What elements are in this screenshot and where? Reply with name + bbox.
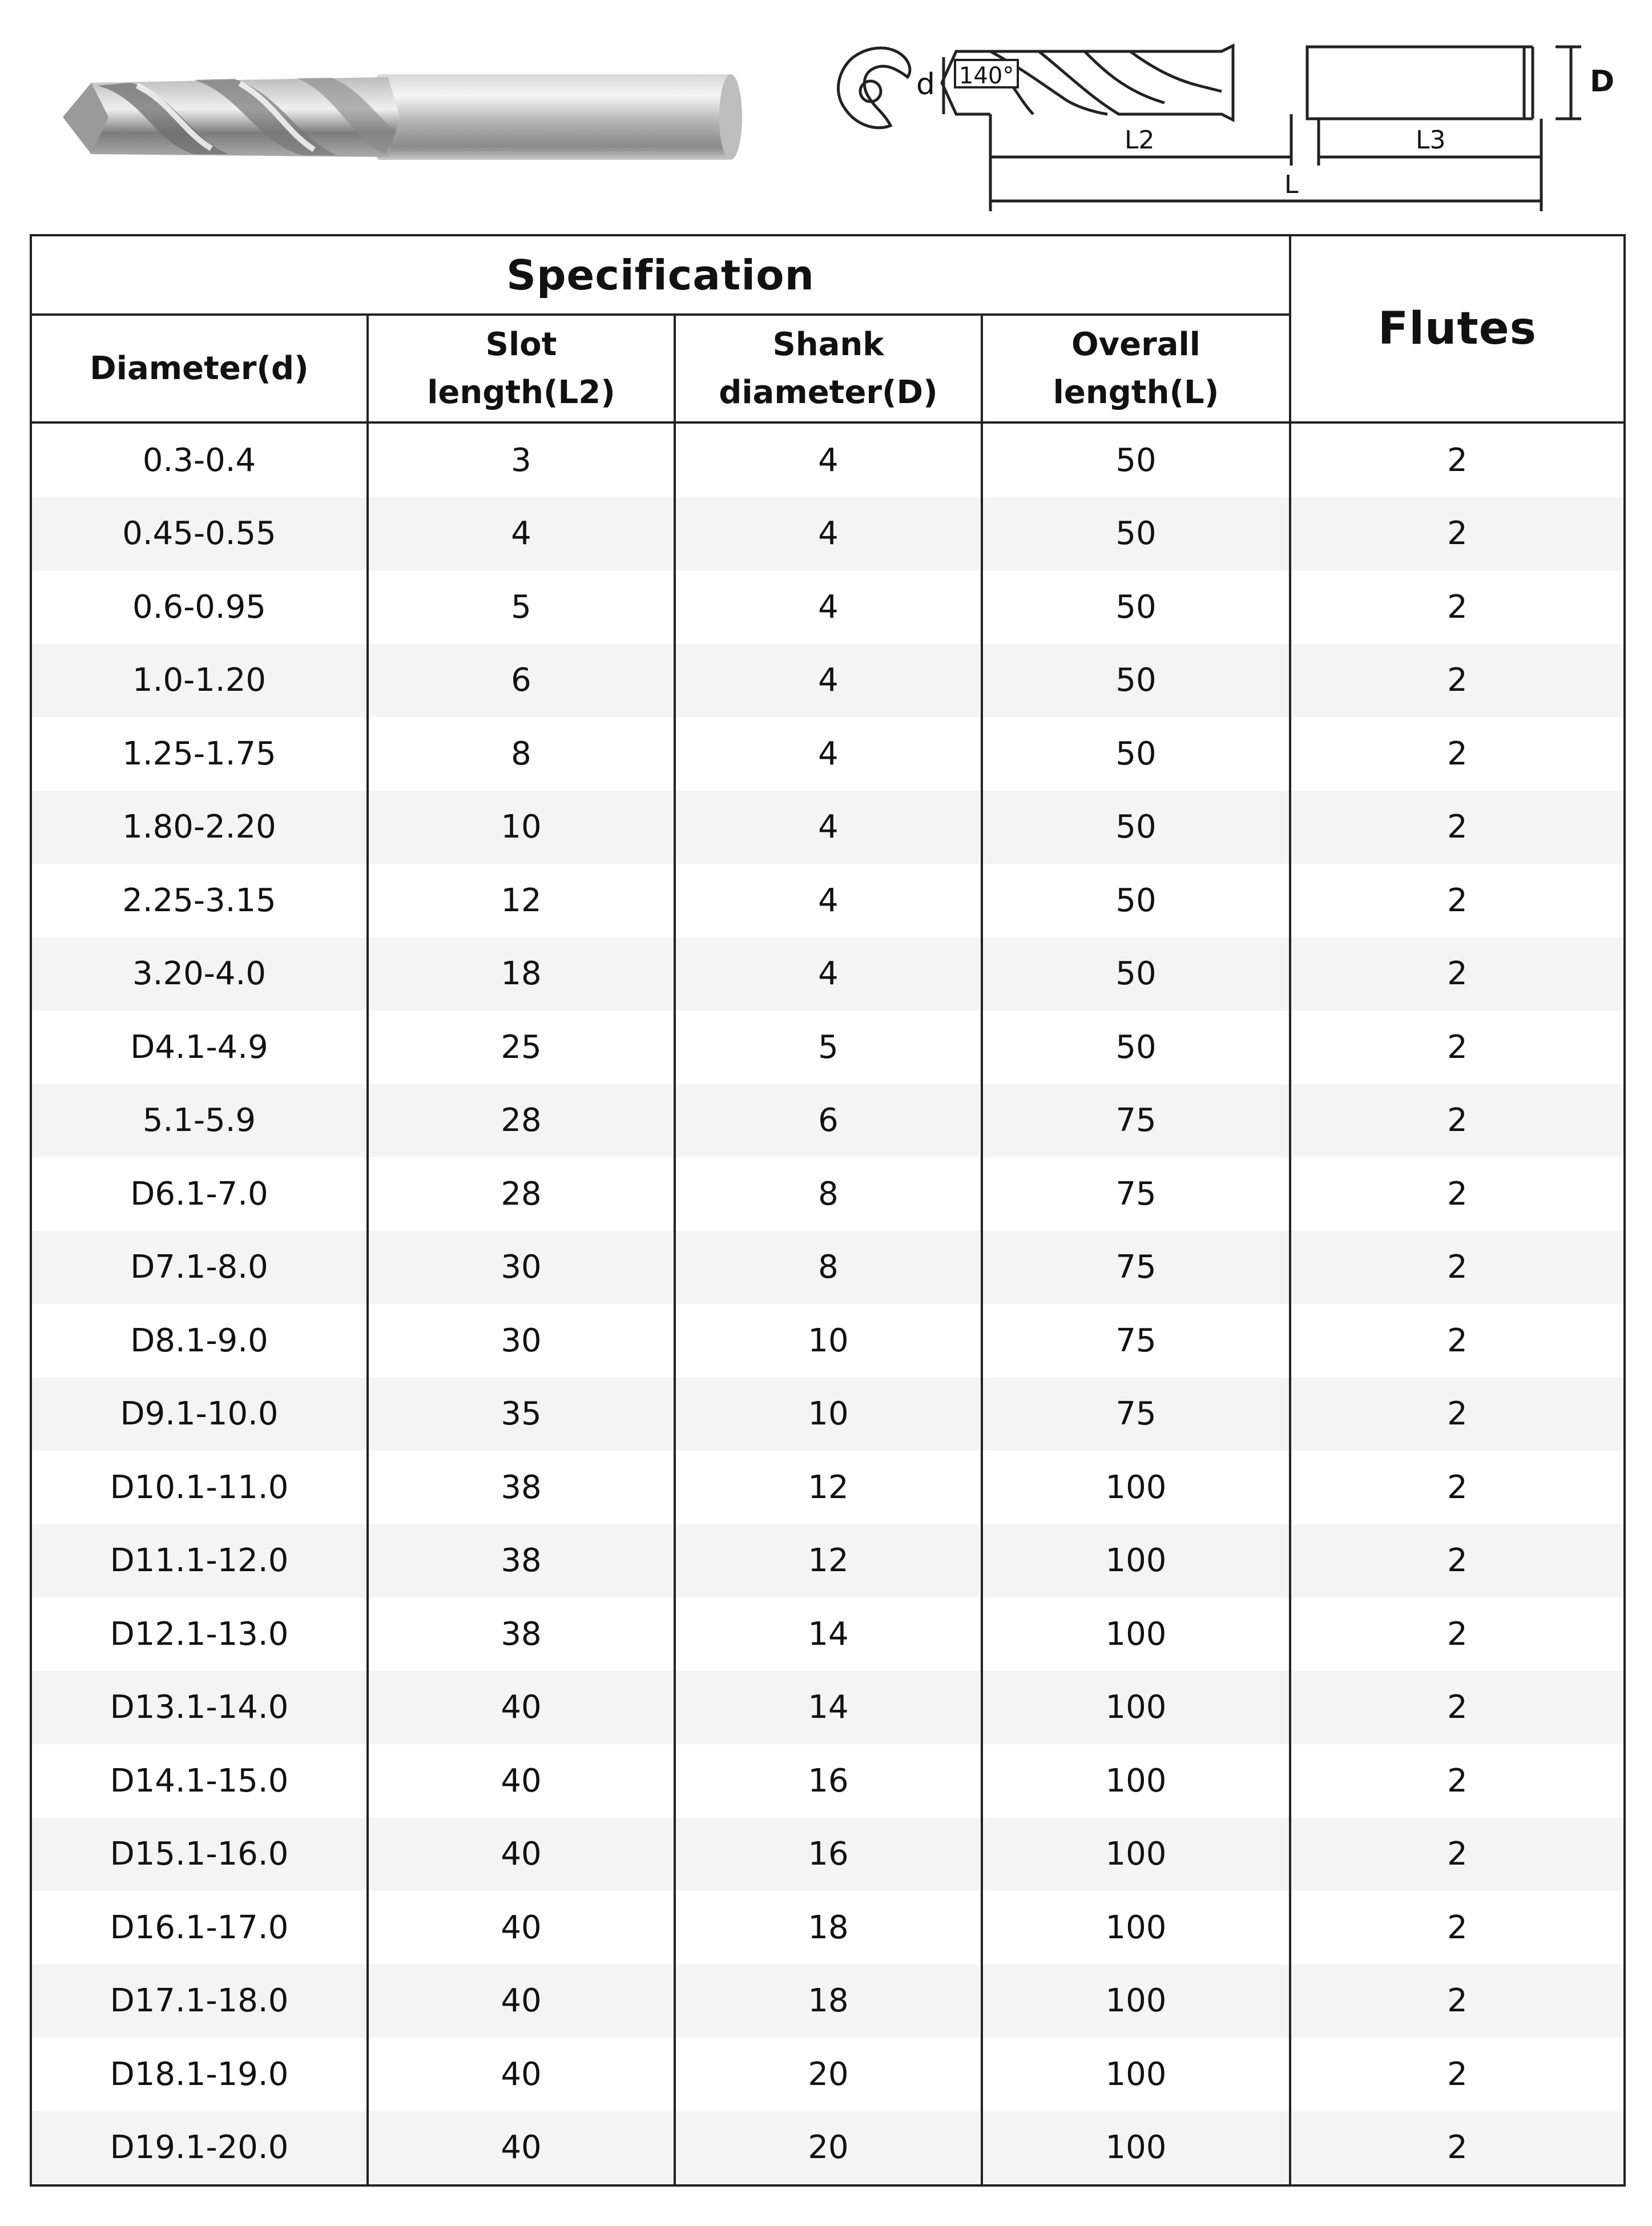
cell-shank-diameter: 4 — [675, 717, 982, 791]
cell-slot-length: 38 — [368, 1524, 675, 1598]
cell-slot-length: 38 — [368, 1451, 675, 1524]
cell-diameter: 1.25-1.75 — [31, 717, 368, 791]
cell-slot-length: 6 — [368, 644, 675, 718]
cell-flutes: 2 — [1290, 1011, 1625, 1084]
cell-slot-length: 30 — [368, 1304, 675, 1378]
cell-overall-length: 50 — [982, 644, 1290, 718]
cell-diameter: 0.45-0.55 — [31, 497, 368, 571]
cell-flutes: 2 — [1290, 644, 1625, 718]
cell-overall-length: 100 — [982, 1524, 1290, 1598]
cell-diameter: D11.1-12.0 — [31, 1524, 368, 1598]
table-row — [31, 1891, 1625, 1965]
cell-flutes: 2 — [1290, 937, 1625, 1011]
table-row — [31, 1084, 1625, 1158]
cell-diameter: 2.25-3.15 — [31, 864, 368, 937]
cell-flutes: 2 — [1290, 864, 1625, 937]
cell-diameter: D4.1-4.9 — [31, 1011, 368, 1084]
cell-shank-diameter: 4 — [675, 497, 982, 571]
cell-diameter: D10.1-11.0 — [31, 1451, 368, 1524]
cell-flutes: 2 — [1290, 1084, 1625, 1158]
cell-shank-diameter: 4 — [675, 791, 982, 864]
cell-shank-diameter: 16 — [675, 1744, 982, 1818]
cell-slot-length: 40 — [368, 1818, 675, 1891]
cell-flutes: 2 — [1290, 1524, 1625, 1598]
cell-slot-length: 28 — [368, 1084, 675, 1158]
cell-flutes: 2 — [1290, 1157, 1625, 1231]
cell-slot-length: 40 — [368, 1891, 675, 1965]
column-header-diameter — [31, 315, 368, 422]
cell-overall-length: 75 — [982, 1084, 1290, 1158]
cell-diameter: D17.1-18.0 — [31, 1965, 368, 2038]
cell-shank-diameter: 18 — [675, 1965, 982, 2038]
cell-overall-length: 100 — [982, 2038, 1290, 2111]
cell-diameter: D8.1-9.0 — [31, 1304, 368, 1378]
cell-shank-diameter: 10 — [675, 1304, 982, 1378]
diagram-label-l: L — [1284, 170, 1299, 199]
cell-diameter: 5.1-5.9 — [31, 1084, 368, 1158]
cell-overall-length: 50 — [982, 570, 1290, 644]
table-row — [31, 2111, 1625, 2186]
cell-flutes: 2 — [1290, 2038, 1625, 2111]
table-row — [31, 937, 1625, 1011]
cell-overall-length: 50 — [982, 864, 1290, 937]
cell-flutes: 2 — [1290, 1965, 1625, 2038]
cell-flutes: 2 — [1290, 717, 1625, 791]
cell-slot-length: 40 — [368, 1744, 675, 1818]
table-row — [31, 1451, 1625, 1524]
cell-diameter: D19.1-20.0 — [31, 2111, 368, 2186]
cell-slot-length: 10 — [368, 791, 675, 864]
cell-diameter: 0.3-0.4 — [31, 422, 368, 497]
table-row — [31, 1378, 1625, 1451]
table-row — [31, 497, 1625, 571]
column-header-line: length(L) — [1053, 373, 1219, 411]
cell-shank-diameter: 12 — [675, 1451, 982, 1524]
cell-overall-length: 100 — [982, 1744, 1290, 1818]
table-row — [31, 1965, 1625, 2038]
cell-diameter: D15.1-16.0 — [31, 1818, 368, 1891]
cell-shank-diameter: 14 — [675, 1597, 982, 1671]
column-header-line: Diameter(d) — [90, 349, 309, 387]
table-row — [31, 1231, 1625, 1305]
cell-overall-length: 50 — [982, 497, 1290, 571]
cell-flutes: 2 — [1290, 1818, 1625, 1891]
cell-flutes: 2 — [1290, 1671, 1625, 1745]
column-header-line: Shank — [772, 325, 884, 363]
cell-flutes: 2 — [1290, 2111, 1625, 2186]
table-row — [31, 1744, 1625, 1818]
cell-slot-length: 4 — [368, 497, 675, 571]
cell-diameter: 1.0-1.20 — [31, 644, 368, 718]
cell-diameter: 3.20-4.0 — [31, 937, 368, 1011]
cell-shank-diameter: 16 — [675, 1818, 982, 1891]
cell-slot-length: 30 — [368, 1231, 675, 1305]
flutes-header: Flutes — [1290, 235, 1625, 422]
specification-header: Specification — [31, 235, 1290, 315]
diagram-label-l2: L2 — [1125, 126, 1155, 155]
cell-overall-length: 75 — [982, 1304, 1290, 1378]
cell-overall-length: 50 — [982, 1011, 1290, 1084]
cell-overall-length: 50 — [982, 717, 1290, 791]
cell-flutes: 2 — [1290, 791, 1625, 864]
cell-overall-length: 100 — [982, 2111, 1290, 2186]
cell-shank-diameter: 20 — [675, 2038, 982, 2111]
cell-overall-length: 75 — [982, 1157, 1290, 1231]
cell-slot-length: 12 — [368, 864, 675, 937]
cell-flutes: 2 — [1290, 497, 1625, 571]
drill-dimension-diagram — [822, 34, 1621, 217]
cell-diameter: D12.1-13.0 — [31, 1597, 368, 1671]
cell-flutes: 2 — [1290, 570, 1625, 644]
cell-diameter: D9.1-10.0 — [31, 1378, 368, 1451]
cell-slot-length: 5 — [368, 570, 675, 644]
table-row — [31, 791, 1625, 864]
drill-bit-photo — [57, 63, 759, 171]
cell-shank-diameter: 4 — [675, 644, 982, 718]
specification-table — [30, 234, 1626, 2187]
cell-shank-diameter: 4 — [675, 422, 982, 497]
cell-shank-diameter: 4 — [675, 864, 982, 937]
cell-slot-length: 40 — [368, 2038, 675, 2111]
cell-overall-length: 100 — [982, 1671, 1290, 1745]
cell-diameter: D13.1-14.0 — [31, 1671, 368, 1745]
cell-slot-length: 18 — [368, 937, 675, 1011]
cell-slot-length: 38 — [368, 1597, 675, 1671]
cell-overall-length: 100 — [982, 1891, 1290, 1965]
cell-shank-diameter: 10 — [675, 1378, 982, 1451]
cell-diameter: 1.80-2.20 — [31, 791, 368, 864]
cell-shank-diameter: 8 — [675, 1157, 982, 1231]
diagram-label-big-d: D — [1590, 65, 1615, 99]
cell-shank-diameter: 18 — [675, 1891, 982, 1965]
table-row — [31, 2038, 1625, 2111]
cell-flutes: 2 — [1290, 1597, 1625, 1671]
table-row — [31, 422, 1625, 497]
table-row — [31, 717, 1625, 791]
cell-overall-length: 100 — [982, 1597, 1290, 1671]
cell-slot-length: 35 — [368, 1378, 675, 1451]
cell-diameter: D14.1-15.0 — [31, 1744, 368, 1818]
cell-diameter: D7.1-8.0 — [31, 1231, 368, 1305]
table-row — [31, 1818, 1625, 1891]
cell-flutes: 2 — [1290, 1451, 1625, 1524]
cell-diameter: 0.6-0.95 — [31, 570, 368, 644]
table-row — [31, 1157, 1625, 1231]
table-row — [31, 570, 1625, 644]
cell-flutes: 2 — [1290, 422, 1625, 497]
column-header-overall-length — [982, 315, 1290, 422]
cell-shank-diameter: 4 — [675, 570, 982, 644]
cell-diameter: D6.1-7.0 — [31, 1157, 368, 1231]
cell-flutes: 2 — [1290, 1231, 1625, 1305]
column-header-line: Slot — [485, 325, 557, 363]
cell-slot-length: 40 — [368, 1671, 675, 1745]
column-header-line: length(L2) — [427, 373, 615, 411]
cell-slot-length: 8 — [368, 717, 675, 791]
cell-slot-length: 3 — [368, 422, 675, 497]
table-row — [31, 1011, 1625, 1084]
cell-overall-length: 75 — [982, 1378, 1290, 1451]
diagram-label-angle: 140° — [959, 63, 1014, 89]
cell-shank-diameter: 12 — [675, 1524, 982, 1598]
cell-slot-length: 25 — [368, 1011, 675, 1084]
table-row — [31, 1671, 1625, 1745]
cell-slot-length: 28 — [368, 1157, 675, 1231]
cell-overall-length: 50 — [982, 791, 1290, 864]
diagram-label-d: d — [916, 67, 936, 102]
cell-overall-length: 50 — [982, 422, 1290, 497]
cell-diameter: D18.1-19.0 — [31, 2038, 368, 2111]
cell-shank-diameter: 5 — [675, 1011, 982, 1084]
table-row — [31, 644, 1625, 718]
column-header-line: diameter(D) — [719, 373, 938, 411]
cell-overall-length: 100 — [982, 1965, 1290, 2038]
cell-flutes: 2 — [1290, 1744, 1625, 1818]
cell-diameter: D16.1-17.0 — [31, 1891, 368, 1965]
cell-overall-length: 50 — [982, 937, 1290, 1011]
cell-flutes: 2 — [1290, 1891, 1625, 1965]
cell-shank-diameter: 14 — [675, 1671, 982, 1745]
table-row — [31, 1597, 1625, 1671]
cell-shank-diameter: 8 — [675, 1231, 982, 1305]
column-header-line: Overall — [1071, 325, 1200, 363]
cell-overall-length: 100 — [982, 1451, 1290, 1524]
product-header — [0, 0, 1652, 231]
specification-table-body — [31, 422, 1625, 2185]
cell-slot-length: 40 — [368, 2111, 675, 2186]
cell-flutes: 2 — [1290, 1304, 1625, 1378]
table-row — [31, 1524, 1625, 1598]
cell-overall-length: 75 — [982, 1231, 1290, 1305]
column-header-slot-length — [368, 315, 675, 422]
cell-flutes: 2 — [1290, 1378, 1625, 1451]
table-row — [31, 864, 1625, 937]
column-header-shank-diameter — [675, 315, 982, 422]
table-row — [31, 1304, 1625, 1378]
cell-shank-diameter: 4 — [675, 937, 982, 1011]
cell-overall-length: 100 — [982, 1818, 1290, 1891]
cell-shank-diameter: 6 — [675, 1084, 982, 1158]
cell-slot-length: 40 — [368, 1965, 675, 2038]
cell-shank-diameter: 20 — [675, 2111, 982, 2186]
diagram-label-l3: L3 — [1416, 126, 1446, 155]
